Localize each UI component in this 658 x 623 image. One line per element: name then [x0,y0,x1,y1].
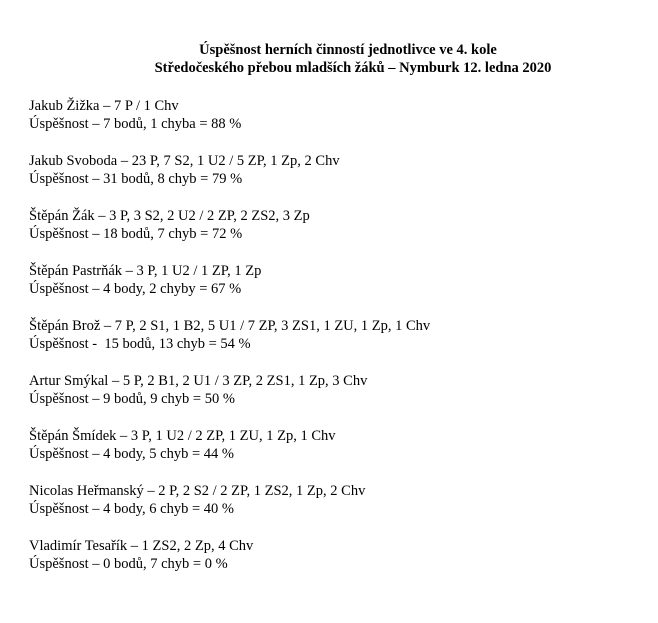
player-entry [29,98,649,133]
player-stats: Štěpán Brož – 7 P, 2 S1, 1 B2, 5 U1 / 7 ZP, 3 ZS1, 1 ZU, 1 Zp, 1 Chv [29,318,431,334]
player-success: Úspěšnost – 31 bodů, 8 chyb = 79 % [29,170,243,187]
player-success: Úspěšnost – 18 bodů, 7 chyb = 72 % [29,225,243,242]
player-stats: Štěpán Pastrňák – 3 P, 1 U2 / 1 ZP, 1 Zp [29,263,262,279]
player-success: Úspěšnost – 4 body, 2 chyby = 67 % [29,280,242,297]
player-success: Úspěšnost – 7 bodů, 1 chyba = 88 % [29,115,242,132]
player-entry [29,208,649,243]
document-title [0,41,658,77]
player-entry [29,373,649,408]
player-entry [29,153,649,188]
player-stats: Nicolas Heřmanský – 2 P, 2 S2 / 2 ZP, 1 ZS2, 1 Zp, 2 Chv [29,483,366,499]
player-stats: Jakub Žižka – 7 P / 1 Chv [29,98,179,114]
player-success: Úspěšnost – 4 body, 6 chyb = 40 % [29,500,234,517]
player-success: Úspěšnost – 4 body, 5 chyb = 44 % [29,445,234,462]
player-entry [29,428,649,463]
player-entry [29,318,649,353]
player-entry [29,263,649,298]
player-stats: Artur Smýkal – 5 P, 2 B1, 2 U1 / 3 ZP, 2 ZS1, 1 Zp, 3 Chv [29,373,368,389]
player-stats: Jakub Svoboda – 23 P, 7 S2, 1 U2 / 5 ZP, 1 Zp, 2 Chv [29,153,340,169]
title-line-1: Úspěšnost herních činností jednotlivce ve 4. kole [199,42,497,58]
player-entry [29,538,649,573]
player-success: Úspěšnost - 15 bodů, 13 chyb = 54 % [29,335,251,352]
player-stats: Vladimír Tesařík – 1 ZS2, 2 Zp, 4 Chv [29,538,254,554]
player-entry [29,483,649,518]
player-success: Úspěšnost – 9 bodů, 9 chyb = 50 % [29,390,235,407]
player-success: Úspěšnost – 0 bodů, 7 chyb = 0 % [29,555,228,572]
player-list [29,98,649,593]
player-stats: Štěpán Šmídek – 3 P, 1 U2 / 2 ZP, 1 ZU, 1 Zp, 1 Chv [29,428,336,444]
title-line-2: Středočeského přebou mladších žáků – Nymburk 12. ledna 2020 [154,60,552,76]
player-stats: Štěpán Žák – 3 P, 3 S2, 2 U2 / 2 ZP, 2 ZS2, 3 Zp [29,208,310,224]
